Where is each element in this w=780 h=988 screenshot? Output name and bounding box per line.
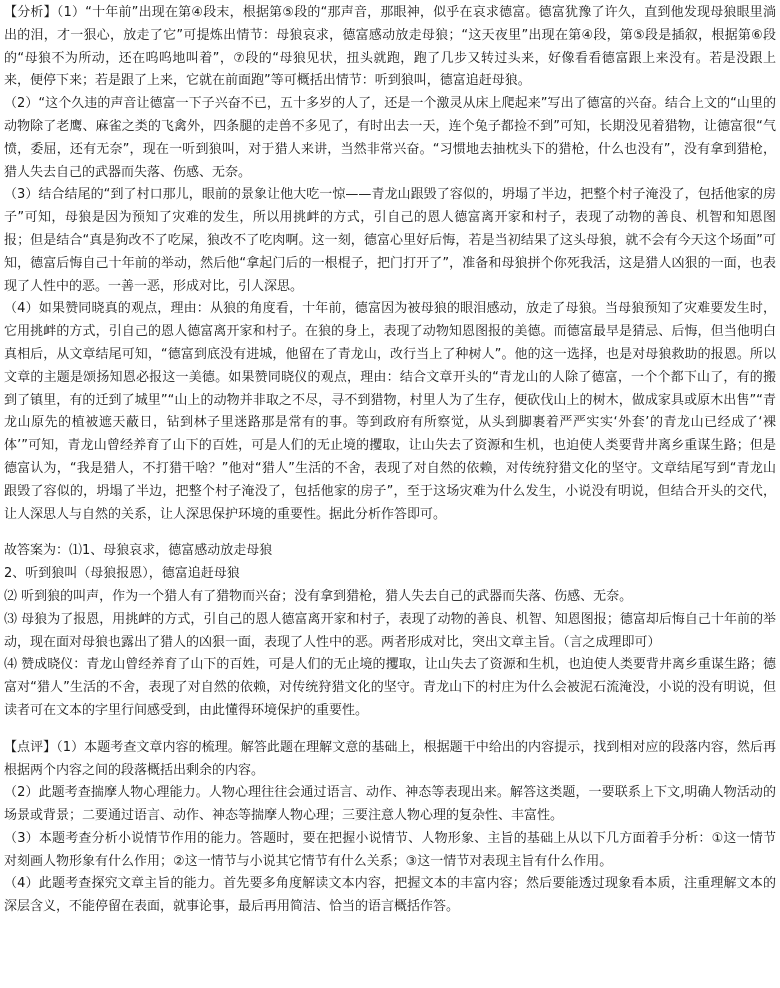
section-spacer — [4, 723, 776, 737]
comment-paragraph-4: （4）此题考查探究文章主旨的能力。首先要多角度解读文本内容，把握文本的丰富内容；然后要能透过现象看本质，注重理解文本的深层含义，不能停留在表面，就事论事，最后再用简洁、恰当的语言概括作答。 — [4, 876, 776, 915]
analysis-paragraph-1: 【分析】（1）“十年前”出现在第④段末，根据第⑤段的“那声音，那眼神，似乎在哀求德富。德富犹豫了许久，直到他发现母狼眼里淌出的泪，才一狠心，放走了它”可提炼出情节：母狼哀求，德富感动放走母狼；“这天夜里”出现在第④段，第⑤段是插叙，根据第⑥段的“母狼不为所动，还在呜呜地叫着”，⑦段的“母狼见状，扭头就跑，跑了几步又转过头来，好像看看德富跟上来没有。若是没跟上来，便停下来；若是跟了上来，它就在前面跑”等可概括出情节：听到狼叫，德富追赶母狼。 — [4, 5, 776, 89]
answer-line-2: 2、听到狼叫（母狼报恩），德富追赶母狼 — [4, 566, 240, 582]
answer-line-1: 故答案为：⑴1、母狼哀求，德富感动放走母狼 — [4, 543, 273, 559]
analysis-paragraph-3: （3）结合结尾的“到了村口那儿，眼前的景象让他大吃一惊——青龙山跟毁了容似的，坍塌了半边，把整个村子淹没了，包括他家的房子”可知，母狼是因为预知了灾难的发生，所以用挑衅的方式，引自己的恩人德富离开家和村子，表现了动物的善良、机智和知恩图报；但是结合“真是狗改不了吃屎，狼改不了吃肉啊。这一刻，德富心里好后悔，若是当初结果了这头母狼，就不会有今天这个场面”可知，德富后悔自己十年前的举动，然后他“拿起门后的一根棍子，把门打开了”，准备和母狼拼个你死我活，这是猎人凶狠的一面，也表现了人性中的恶。一善一恶，形成对比，引人深思。 — [4, 187, 776, 294]
answer-line-4: ⑶ 母狼为了报恩，用挑衅的方式，引自己的恩人德富离开家和村子，表现了动物的善良、机智、知恩图报；德富却后悔自己十年前的举动，现在面对母狼也露出了猎人的凶狠一面，表现了人性中的恶。两者形成对比，突出文章主旨。（言之成理即可） — [4, 611, 776, 650]
answer-line-5: ⑷ 赞成晓仪：青龙山曾经养育了山下的百姓，可是人们的无止境的攫取，让山失去了资源和生机，也迫使人类要背井离乡重谋生路；德富对“猎人”生活的不舍，表现了对自然的依赖，对传统狩猎文化的坚守。青龙山下的村庄为什么会被泥石流淹没，小说的没有明说，但读者可在文本的字里行间感受到，由此懂得环境保护的重要性。 — [4, 657, 776, 718]
analysis-paragraph-2: （2）“这个久违的声音让德富一下子兴奋不已，五十多岁的人了，还是一个激灵从床上爬起来”写出了德富的兴奋。结合上文的“山里的动物除了老鹰、麻雀之类的飞禽外，四条腿的走兽不多见了，有时出去一天，连个兔子都捡不到”可知，长期没见着猎物，让德富很“气愤，委屈，还有无奈”，现在一听到狼叫，对于猎人来讲，当然非常兴奋。“习惯地去抽枕头下的猎枪，什么也没有”，没有拿到猎枪，猎人失去自己的武器而失落、伤感、无奈。 — [4, 96, 776, 180]
comment-paragraph-1: 【点评】（1）本题考查文章内容的梳理。解答此题在理解文意的基础上，根据题干中给出的内容提示，找到相对应的段落内容，然后再根据两个内容之间的段落概括出剩余的内容。 — [4, 739, 776, 778]
analysis-paragraph-4: （4）如果赞同晓真的观点，理由：从狼的角度看，十年前，德富因为被母狼的眼泪感动，放走了母狼。当母狼预知了灾难要发生时，它用挑衅的方式，引自己的恩人德富离开家和村子。在狼的身上，表现了动物知恩图报的美德。而德富最早是猜忌、后悔，但当他明白真相后，从文章结尾可知，“德富到底没有进城，他留在了青龙山，改行当上了种树人”。他的这一选择，也是对母狼救助的报恩。所以文章的主题是颂扬知恩必报这一美德。如果赞同晓仪的观点，理由：结合文章开头的“青龙山的人除了德富，一个个都下山了，有的搬到了镇里，有的迁到了城里”“山上的动物并非取之不尽，寻不到猎物，村里人为了生存，便砍伐山上的树木，做成家具或原木出售”“青龙山原先的植被遮天蔽日，钻到林子里迷路那是常有的事。等到政府有所察觉，从头到脚裹着严严实实‘外套’的青龙山已经成了‘裸体’”可知，青龙山曾经养育了山下的百姓，可是人们的无止境的攫取，让山失去了资源和生机，也迫使人类要背井离乡重谋生路；但是德富认为，“我是猎人，不打猎干啥？”他对“猎人”生活的不舍，表现了对自然的依赖，对传统狩猎文化的坚守。文章结尾写到“青龙山跟毁了容似的，坍塌了半边，把整个村子淹没了，包括他家的房子”，至于这场灾难为什么发生，小说没有明说，但结合开头的交代，让人深思人与自然的关系，让人深思保护环境的重要性。据此分析作答即可。 — [4, 301, 776, 522]
answer-line-3: ⑵ 听到狼的叫声，作为一个猎人有了猎物而兴奋；没有拿到猎枪，猎人失去自己的武器而失落、伤感、无奈。 — [4, 588, 633, 604]
section-spacer — [4, 526, 776, 540]
comment-section — [4, 737, 776, 919]
analysis-section — [4, 2, 776, 526]
comment-paragraph-2: （2）此题考查揣摩人物心理能力。人物心理往往会通过语言、动作、神态等表现出来。解答这类题，一要联系上下文,明确人物活动的场景或背景；二要通过语言、动作、神态等揣摩人物心理；三要注意人物心理的复杂性、丰富性。 — [4, 785, 776, 824]
comment-paragraph-3: （3）本题考查分析小说情节作用的能力。答题时，要在把握小说情节、人物形象、主旨的基础上从以下几方面着手分析：①这一情节对刻画人物形象有什么作用；②这一情节与小说其它情节有什么关系；③这一情节对表现主旨有什么作用。 — [4, 830, 776, 869]
answer-section — [4, 540, 776, 722]
